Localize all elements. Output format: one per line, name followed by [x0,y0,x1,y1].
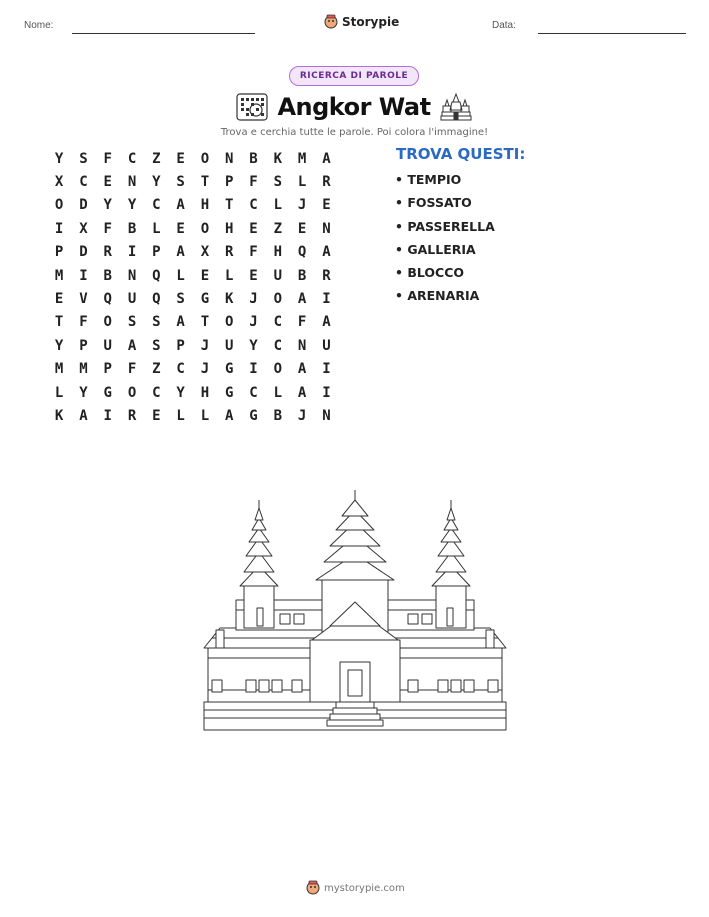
grid-letter[interactable]: Z [152,361,161,378]
grid-letter[interactable]: A [127,337,137,354]
grid-letter[interactable]: J [200,337,210,354]
grid-letter[interactable]: A [176,197,185,214]
grid-row [47,381,339,404]
grid-row [47,194,339,217]
grid-letter[interactable]: H [225,220,234,237]
word-list [395,172,495,312]
grid-letter[interactable]: E [297,220,307,237]
grid-letter[interactable]: N [127,267,137,284]
grid-letter[interactable]: Y [249,337,258,354]
grid-letter[interactable]: A [322,314,331,331]
grid-letter[interactable]: B [297,267,307,284]
grid-letter[interactable]: U [322,337,331,354]
grid-letter[interactable]: M [54,267,64,284]
grid-letter[interactable]: E [249,220,258,237]
grid-letter[interactable]: S [176,291,185,308]
grid-letter[interactable]: F [249,174,258,191]
grid-row [47,311,339,334]
grid-letter[interactable]: C [249,384,258,401]
grid-letter[interactable]: E [322,197,331,214]
grid-row [47,241,339,264]
grid-letter[interactable]: X [200,244,210,261]
grid-letter[interactable]: H [200,384,210,401]
grid-letter[interactable]: Z [152,150,161,167]
grid-letter[interactable]: I [249,361,258,378]
grid-letter[interactable]: M [54,361,64,378]
grid-row [47,147,339,170]
letter-grid [47,147,339,428]
grid-letter[interactable]: L [152,220,161,237]
grid-letter[interactable]: C [273,314,283,331]
grid-letter[interactable]: N [322,220,331,237]
grid-letter[interactable]: Y [176,384,185,401]
grid-letter[interactable]: K [273,150,283,167]
grid-letter[interactable]: N [127,174,137,191]
word-search-icon [236,93,268,121]
grid-letter[interactable]: G [225,384,234,401]
date-field[interactable] [538,33,686,34]
grid-letter[interactable]: S [176,174,185,191]
grid-letter[interactable]: T [54,314,64,331]
grid-letter[interactable]: Q [297,244,307,261]
grid-letter[interactable]: K [54,407,64,424]
grid-letter[interactable]: B [249,150,258,167]
grid-letter[interactable]: R [127,407,137,424]
footer [306,880,405,896]
grid-letter[interactable]: Y [127,197,137,214]
grid-letter[interactable]: A [176,244,185,261]
grid-letter[interactable]: J [249,314,258,331]
grid-letter[interactable]: J [297,197,307,214]
grid-letter[interactable]: E [200,267,210,284]
word-list-item: • GALLERIA [395,241,476,257]
grid-letter[interactable]: G [103,384,112,401]
grid-letter[interactable]: Q [103,291,112,308]
grid-letter[interactable]: A [297,384,307,401]
word-list-item: • BLOCCO [395,265,464,281]
grid-letter[interactable]: T [225,197,234,214]
grid-letter[interactable]: B [127,220,137,237]
grid-letter[interactable]: G [249,407,258,424]
grid-letter[interactable]: O [225,314,234,331]
date-label: Data: [492,20,516,31]
grid-letter[interactable]: Z [273,220,283,237]
grid-letter[interactable]: Y [152,174,161,191]
category-badge: RICERCA DI PAROLE [289,66,419,86]
storypie-logo-icon [306,880,320,896]
grid-row [47,170,339,193]
grid-letter[interactable]: M [79,361,88,378]
grid-letter[interactable]: N [225,150,234,167]
grid-letter[interactable]: O [200,220,210,237]
instructions: Trova e cerchia tutte le parole. Poi colora l'immagine! [220,127,489,138]
brand [324,14,399,30]
storypie-logo-icon [324,14,338,30]
title-row [236,91,472,123]
word-list-item: • PASSERELLA [395,218,495,234]
word-list-title: TROVA QUESTI: [396,145,526,163]
grid-letter[interactable]: O [127,384,137,401]
grid-letter[interactable]: O [273,361,283,378]
grid-letter[interactable]: E [54,291,64,308]
footer-url[interactable]: mystorypie.com [324,882,405,894]
grid-letter[interactable]: I [322,361,331,378]
temple-icon [440,92,472,122]
grid-letter[interactable]: I [54,220,64,237]
grid-letter[interactable]: C [127,150,137,167]
grid-letter[interactable]: Y [103,197,112,214]
grid-letter[interactable]: K [225,291,234,308]
grid-letter[interactable]: P [54,244,64,261]
grid-letter[interactable]: A [322,150,331,167]
grid-letter[interactable]: D [79,197,88,214]
grid-row [47,264,339,287]
word-list-item: • TEMPIO [395,172,462,187]
grid-letter[interactable]: L [273,384,283,401]
grid-letter[interactable]: S [79,150,88,167]
grid-letter[interactable]: M [297,150,307,167]
grid-letter[interactable]: L [200,407,210,424]
grid-letter[interactable]: F [79,314,88,331]
grid-letter[interactable]: Q [152,291,161,308]
grid-letter[interactable]: T [200,314,210,331]
name-field[interactable] [72,33,255,34]
grid-letter[interactable]: U [127,291,137,308]
grid-letter[interactable]: S [273,174,283,191]
grid-letter[interactable]: O [54,197,64,214]
grid-letter[interactable]: I [79,267,88,284]
grid-letter[interactable]: Q [152,267,161,284]
grid-letter[interactable]: E [103,174,112,191]
grid-letter[interactable]: L [176,407,185,424]
grid-letter[interactable]: O [200,150,210,167]
grid-letter[interactable]: S [127,314,137,331]
grid-letter[interactable]: U [273,267,283,284]
grid-letter[interactable]: C [79,174,88,191]
page-title: Angkor Wat [277,93,431,121]
grid-letter[interactable]: P [79,337,88,354]
grid-letter[interactable]: F [127,361,137,378]
grid-letter[interactable]: J [200,361,210,378]
word-list-item: • ARENARIA [395,288,480,304]
grid-row [47,217,339,240]
grid-letter[interactable]: R [103,244,112,261]
brand-name: Storypie [342,15,400,29]
grid-letter[interactable]: F [249,244,258,261]
grid-letter[interactable]: P [225,174,234,191]
grid-letter[interactable]: P [152,244,161,261]
grid-letter[interactable]: G [200,291,210,308]
grid-letter[interactable]: C [152,197,161,214]
grid-letter[interactable]: E [176,220,185,237]
grid-letter[interactable]: D [79,244,88,261]
grid-letter[interactable]: T [200,174,210,191]
grid-letter[interactable]: H [273,244,283,261]
grid-letter[interactable]: X [54,174,64,191]
grid-letter[interactable]: U [225,337,234,354]
grid-letter[interactable]: F [297,314,307,331]
grid-letter[interactable]: E [152,407,161,424]
grid-letter[interactable]: N [297,337,307,354]
angkor-wat-coloring-illustration[interactable] [200,490,510,735]
grid-letter[interactable]: X [79,220,88,237]
grid-letter[interactable]: Y [54,337,64,354]
grid-letter[interactable]: L [54,384,64,401]
grid-letter[interactable]: U [103,337,112,354]
grid-letter[interactable]: S [152,337,161,354]
grid-letter[interactable]: F [103,150,112,167]
grid-letter[interactable]: R [322,267,331,284]
grid-letter[interactable]: O [273,291,283,308]
grid-row [47,358,339,381]
grid-letter[interactable]: Y [79,384,88,401]
grid-letter[interactable]: C [273,337,283,354]
grid-letter[interactable]: J [297,407,307,424]
grid-row [47,334,339,357]
grid-letter[interactable]: A [322,244,331,261]
grid-letter[interactable]: A [297,291,307,308]
grid-letter[interactable]: C [176,361,185,378]
grid-letter[interactable]: G [225,361,234,378]
grid-letter[interactable]: P [103,361,112,378]
grid-letter[interactable]: I [322,291,331,308]
grid-letter[interactable]: N [322,407,331,424]
grid-letter[interactable]: A [297,361,307,378]
grid-letter[interactable]: I [322,384,331,401]
grid-letter[interactable]: B [273,407,283,424]
grid-letter[interactable]: Y [54,150,64,167]
grid-letter[interactable]: H [200,197,210,214]
grid-letter[interactable]: L [273,197,283,214]
grid-letter[interactable]: O [103,314,112,331]
grid-letter[interactable]: S [152,314,161,331]
name-label: Nome: [24,20,54,31]
grid-letter[interactable]: L [225,267,234,284]
grid-row [47,404,339,427]
grid-letter[interactable]: R [322,174,331,191]
grid-letter[interactable]: E [176,150,185,167]
grid-letter[interactable]: I [103,407,112,424]
grid-letter[interactable]: R [225,244,234,261]
word-list-item: • FOSSATO [395,195,472,211]
grid-letter[interactable]: C [152,384,161,401]
grid-row [47,287,339,310]
grid-letter[interactable]: V [79,291,88,308]
grid-letter[interactable]: A [79,407,88,424]
grid-letter[interactable]: A [225,407,234,424]
grid-letter[interactable]: E [249,267,258,284]
grid-letter[interactable]: F [103,220,112,237]
grid-letter[interactable]: J [249,291,258,308]
grid-letter[interactable]: I [127,244,137,261]
grid-letter[interactable]: C [249,197,258,214]
grid-letter[interactable]: L [297,174,307,191]
grid-letter[interactable]: L [176,267,185,284]
grid-letter[interactable]: A [176,314,185,331]
grid-letter[interactable]: B [103,267,112,284]
grid-letter[interactable]: P [176,337,185,354]
